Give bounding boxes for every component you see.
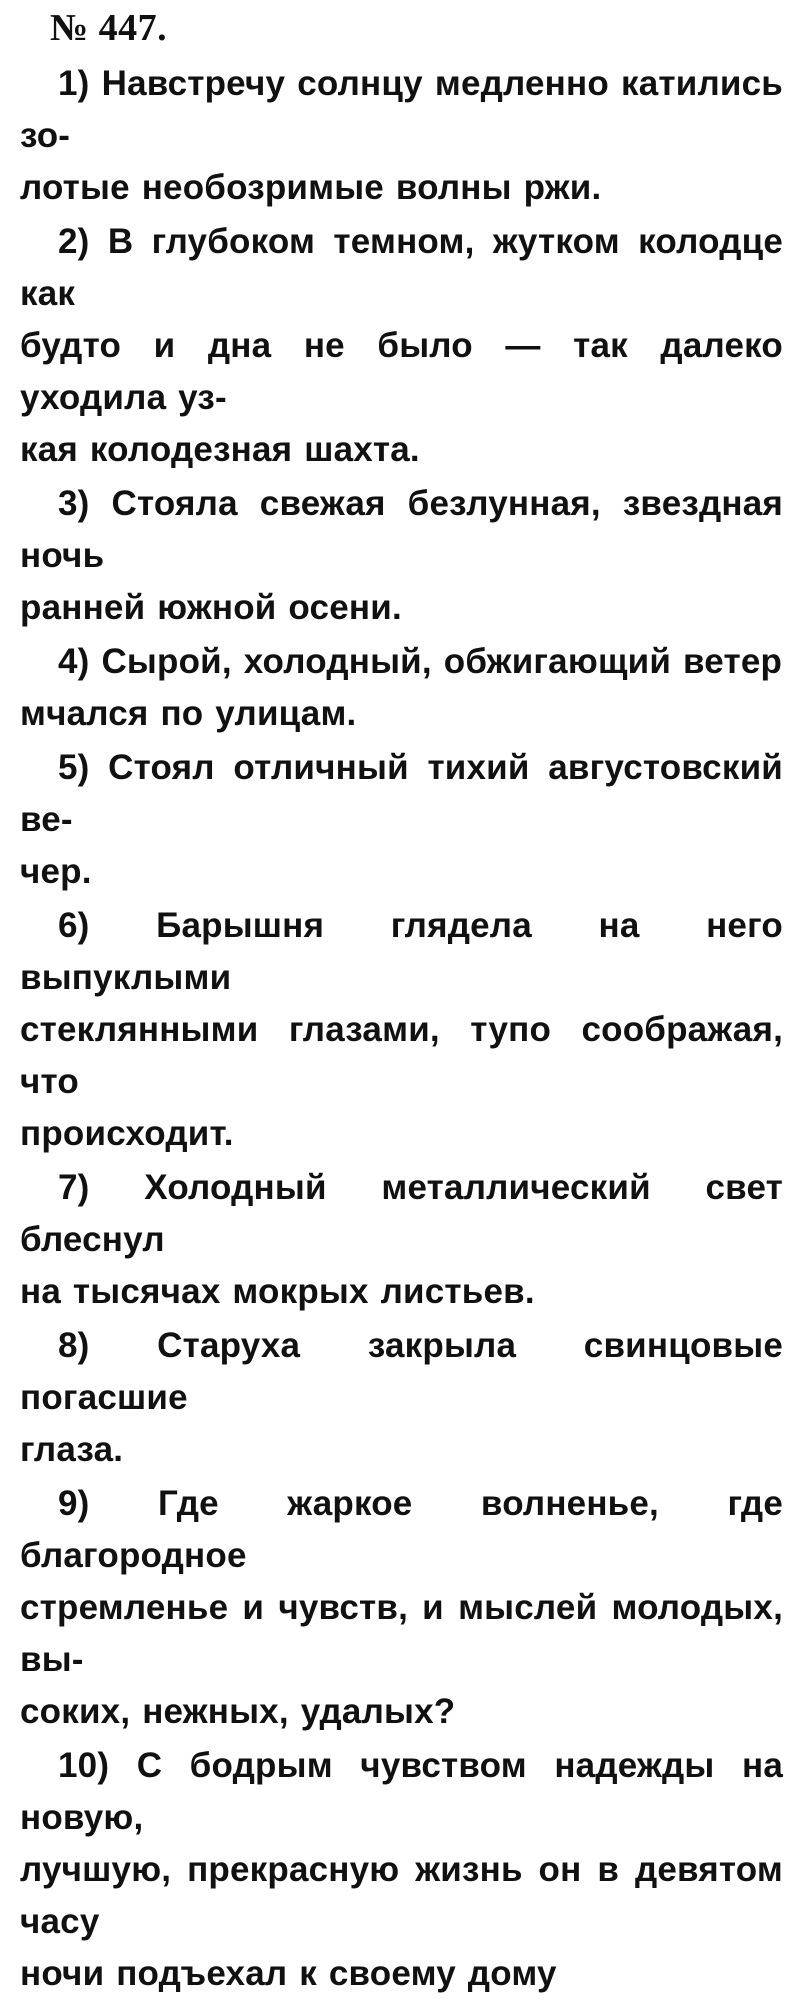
sentence-3 xyxy=(20,478,783,634)
sentence-text: 9) Где жаркое волненье, где благородное стремленье и чувств, и мыслей молодых, вы- соких, нежных, удалых? xyxy=(20,1484,783,1731)
sentence-8 xyxy=(20,1320,783,1476)
sentence-text: 1) Навстречу солнцу медленно катились зо- лотые необозримые волны ржи. xyxy=(20,64,783,207)
sentence-6 xyxy=(20,900,783,1160)
sentence-text: 6) Барышня глядела на него выпуклыми стеклянными глазами, тупо соображая, что происходит. xyxy=(20,906,783,1153)
sentence-text: 2) В глубоком темном, жутком колодце как будто и дна не было — так далеко уходила уз- кая колодезная шахта. xyxy=(20,222,783,469)
sentence-text: 10) С бодрым чувством надежды на новую, лучшую, прекрасную жизнь он в девятом часу ночи подъехал к своему дому xyxy=(20,1746,783,1993)
sentence-text: 4) Сырой, холодный, обжигающий ветер мчался по улицам. xyxy=(20,642,783,733)
sentence-9 xyxy=(20,1478,783,1738)
sentence-10 xyxy=(20,1740,783,2000)
sentence-4 xyxy=(20,636,783,740)
sentence-1 xyxy=(20,58,783,214)
sentence-text: 8) Старуха закрыла свинцовые погасшие глаза. xyxy=(20,1326,783,1469)
sentence-text: 3) Стояла свежая безлунная, звездная ночь ранней южной осени. xyxy=(20,484,783,627)
exercise-number: № 447. xyxy=(50,7,168,49)
sentence-5 xyxy=(20,742,783,898)
sentence-7 xyxy=(20,1162,783,1318)
sentence-text: 5) Стоял отличный тихий августовский ве- чер. xyxy=(20,748,783,891)
sentence-text: 7) Холодный металлический свет блеснул на тысячах мокрых листьев. xyxy=(20,1168,783,1311)
sentence-2 xyxy=(20,216,783,476)
